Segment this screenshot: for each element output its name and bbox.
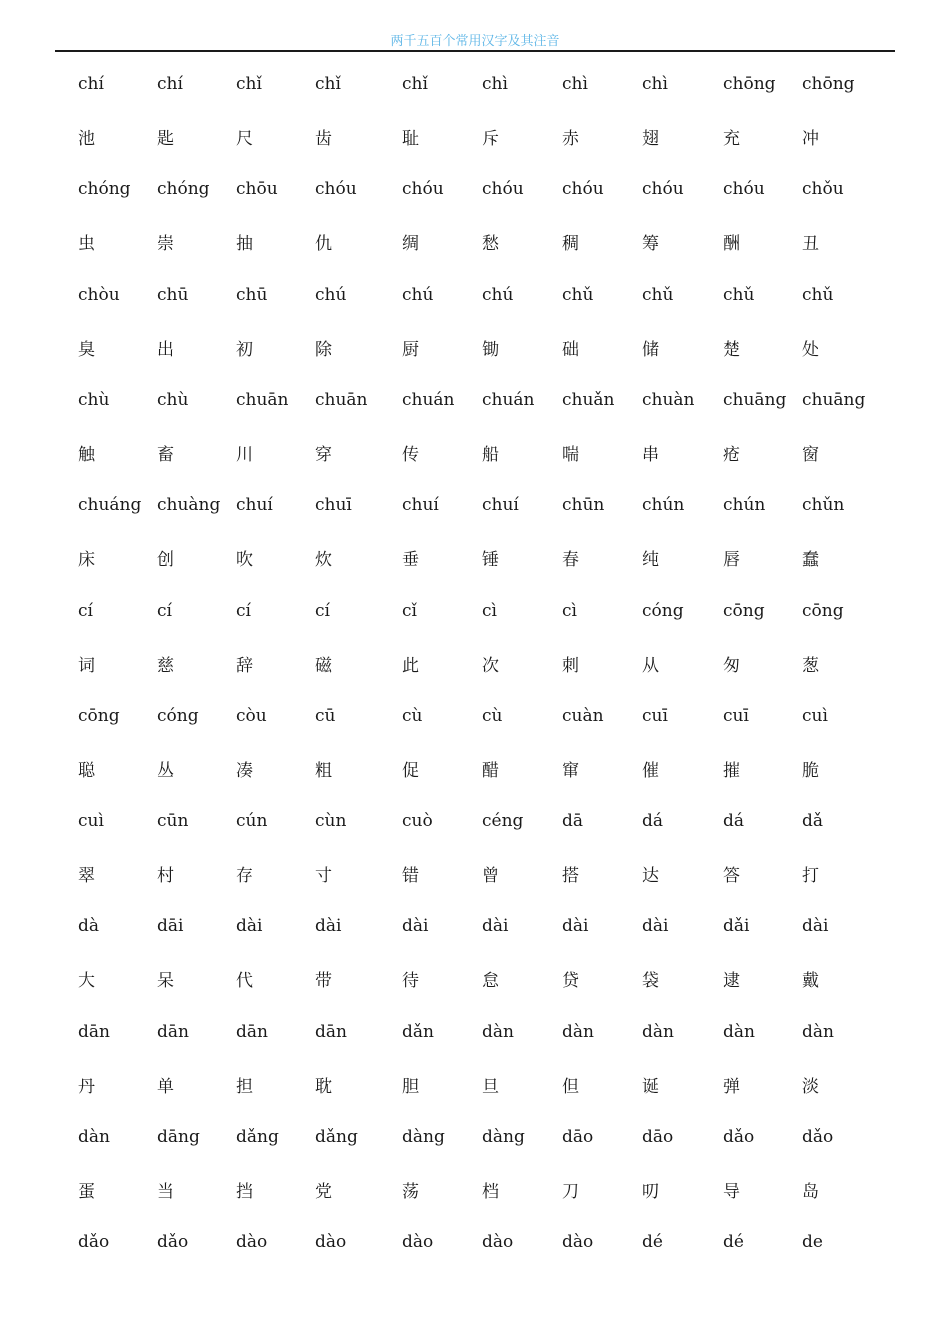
pinyin-cell: dài bbox=[402, 916, 429, 936]
pinyin-cell: chún bbox=[723, 495, 766, 515]
hanzi-cell: 待 bbox=[402, 971, 419, 991]
pinyin-cell: chuàng bbox=[157, 495, 221, 515]
pinyin-cell: dān bbox=[236, 1022, 268, 1042]
pinyin-cell: chǒu bbox=[802, 179, 844, 199]
hanzi-cell: 达 bbox=[642, 866, 659, 886]
hanzi-cell: 畜 bbox=[157, 445, 174, 465]
pinyin-cell: dāo bbox=[642, 1127, 674, 1147]
hanzi-cell: 丑 bbox=[802, 234, 819, 254]
hanzi-cell: 床 bbox=[78, 550, 95, 570]
hanzi-cell: 寸 bbox=[315, 866, 332, 886]
pinyin-cell: chóu bbox=[315, 179, 357, 199]
pinyin-cell: dào bbox=[562, 1232, 594, 1252]
hanzi-cell: 聪 bbox=[78, 761, 95, 781]
pinyin-cell: dā bbox=[562, 811, 584, 831]
hanzi-cell: 楚 bbox=[723, 340, 740, 360]
pinyin-cell: cí bbox=[157, 601, 172, 621]
pinyin-cell: cuī bbox=[642, 706, 668, 726]
pinyin-cell: cóng bbox=[642, 601, 684, 621]
hanzi-cell: 刺 bbox=[562, 656, 579, 676]
hanzi-cell: 唇 bbox=[723, 550, 740, 570]
hanzi-cell: 磁 bbox=[315, 656, 332, 676]
pinyin-cell: dá bbox=[723, 811, 745, 831]
pinyin-cell: dǎo bbox=[78, 1232, 110, 1252]
hanzi-cell: 初 bbox=[236, 340, 253, 360]
hanzi-cell: 错 bbox=[402, 866, 419, 886]
pinyin-cell: cí bbox=[236, 601, 251, 621]
pinyin-cell: cuò bbox=[402, 811, 433, 831]
page-title: 两千五百个常用汉字及其注音 bbox=[390, 34, 560, 49]
pinyin-cell: dá bbox=[642, 811, 664, 831]
hanzi-cell: 但 bbox=[562, 1077, 579, 1097]
pinyin-cell: chóu bbox=[562, 179, 604, 199]
hanzi-cell: 处 bbox=[802, 340, 819, 360]
pinyin-cell: dàng bbox=[402, 1127, 445, 1147]
pinyin-cell: cū bbox=[315, 706, 336, 726]
hanzi-cell: 础 bbox=[562, 340, 579, 360]
pinyin-cell: cuī bbox=[723, 706, 749, 726]
hanzi-cell: 耽 bbox=[315, 1077, 332, 1097]
pinyin-cell: chòu bbox=[78, 285, 120, 305]
pinyin-cell: chóu bbox=[642, 179, 684, 199]
hanzi-cell: 丹 bbox=[78, 1077, 95, 1097]
pinyin-cell: dàng bbox=[482, 1127, 525, 1147]
hanzi-cell: 翠 bbox=[78, 866, 95, 886]
hanzi-cell: 叨 bbox=[642, 1182, 659, 1202]
hanzi-cell: 川 bbox=[236, 445, 253, 465]
pinyin-cell: dàn bbox=[723, 1022, 755, 1042]
pinyin-cell: chún bbox=[642, 495, 685, 515]
pinyin-cell: chù bbox=[78, 390, 110, 410]
pinyin-cell: chuāng bbox=[802, 390, 866, 410]
pinyin-cell: chú bbox=[315, 285, 347, 305]
hanzi-cell: 纯 bbox=[642, 550, 659, 570]
pinyin-cell: dài bbox=[562, 916, 589, 936]
hanzi-cell: 尺 bbox=[236, 129, 253, 149]
hanzi-cell: 除 bbox=[315, 340, 332, 360]
pinyin-cell: chóng bbox=[78, 179, 131, 199]
hanzi-cell: 喘 bbox=[562, 445, 579, 465]
pinyin-cell: cí bbox=[315, 601, 330, 621]
pinyin-cell: chì bbox=[482, 74, 508, 94]
pinyin-cell: chǔ bbox=[723, 285, 755, 305]
hanzi-cell: 荡 bbox=[402, 1182, 419, 1202]
pinyin-cell: chuī bbox=[315, 495, 352, 515]
hanzi-cell: 胆 bbox=[402, 1077, 419, 1097]
hanzi-cell: 戴 bbox=[802, 971, 819, 991]
hanzi-cell: 吹 bbox=[236, 550, 253, 570]
hanzi-cell: 带 bbox=[315, 971, 332, 991]
pinyin-cell: cì bbox=[562, 601, 577, 621]
hanzi-cell: 此 bbox=[402, 656, 419, 676]
hanzi-cell: 冲 bbox=[802, 129, 819, 149]
pinyin-cell: cūn bbox=[157, 811, 189, 831]
pinyin-cell: chóng bbox=[157, 179, 210, 199]
pinyin-cell: cōng bbox=[802, 601, 844, 621]
hanzi-cell: 贷 bbox=[562, 971, 579, 991]
pinyin-cell: cǐ bbox=[402, 601, 417, 621]
hanzi-cell: 储 bbox=[642, 340, 659, 360]
pinyin-cell: chǔ bbox=[802, 285, 834, 305]
pinyin-cell: chǔ bbox=[562, 285, 594, 305]
pinyin-cell: dà bbox=[78, 916, 100, 936]
pinyin-cell: dǎn bbox=[402, 1022, 434, 1042]
pinyin-cell: dàn bbox=[482, 1022, 514, 1042]
hanzi-cell: 旦 bbox=[482, 1077, 499, 1097]
hanzi-cell: 村 bbox=[157, 866, 174, 886]
pinyin-cell: de bbox=[802, 1232, 823, 1252]
hanzi-cell: 炊 bbox=[315, 550, 332, 570]
hanzi-cell: 答 bbox=[723, 866, 740, 886]
pinyin-cell: cì bbox=[482, 601, 497, 621]
hanzi-cell: 船 bbox=[482, 445, 499, 465]
hanzi-cell: 愁 bbox=[482, 234, 499, 254]
pinyin-cell: chú bbox=[482, 285, 514, 305]
hanzi-cell: 斥 bbox=[482, 129, 499, 149]
hanzi-cell: 穿 bbox=[315, 445, 332, 465]
pinyin-cell: cún bbox=[236, 811, 268, 831]
hanzi-cell: 赤 bbox=[562, 129, 579, 149]
pinyin-cell: dào bbox=[315, 1232, 347, 1252]
hanzi-cell: 臭 bbox=[78, 340, 95, 360]
hanzi-cell: 筹 bbox=[642, 234, 659, 254]
hanzi-cell: 袋 bbox=[642, 971, 659, 991]
pinyin-cell: chōng bbox=[802, 74, 855, 94]
pinyin-cell: chuān bbox=[236, 390, 289, 410]
pinyin-cell: dào bbox=[402, 1232, 434, 1252]
hanzi-cell: 粗 bbox=[315, 761, 332, 781]
pinyin-cell: cuàn bbox=[562, 706, 604, 726]
pinyin-cell: dǎo bbox=[723, 1127, 755, 1147]
pinyin-cell: chuáng bbox=[78, 495, 142, 515]
hanzi-cell: 慈 bbox=[157, 656, 174, 676]
pinyin-cell: dǎng bbox=[236, 1127, 279, 1147]
pinyin-cell: dài bbox=[802, 916, 829, 936]
pinyin-cell: chǐ bbox=[236, 74, 262, 94]
pinyin-cell: dāo bbox=[562, 1127, 594, 1147]
pinyin-cell: dān bbox=[78, 1022, 110, 1042]
pinyin-cell: chū bbox=[236, 285, 268, 305]
hanzi-cell: 酬 bbox=[723, 234, 740, 254]
hanzi-cell: 厨 bbox=[402, 340, 419, 360]
pinyin-cell: dǎo bbox=[802, 1127, 834, 1147]
pinyin-cell: cù bbox=[402, 706, 423, 726]
pinyin-cell: dǎo bbox=[157, 1232, 189, 1252]
pinyin-cell: chōu bbox=[236, 179, 278, 199]
pinyin-cell: dé bbox=[723, 1232, 744, 1252]
hanzi-cell: 窜 bbox=[562, 761, 579, 781]
pinyin-cell: chóu bbox=[482, 179, 524, 199]
pinyin-cell: chú bbox=[402, 285, 434, 305]
pinyin-cell: chǐ bbox=[315, 74, 341, 94]
hanzi-cell: 充 bbox=[723, 129, 740, 149]
hanzi-cell: 蛋 bbox=[78, 1182, 95, 1202]
pinyin-cell: cùn bbox=[315, 811, 347, 831]
hanzi-cell: 催 bbox=[642, 761, 659, 781]
pinyin-cell: dāi bbox=[157, 916, 184, 936]
pinyin-cell: dān bbox=[315, 1022, 347, 1042]
hanzi-cell: 打 bbox=[802, 866, 819, 886]
pinyin-cell: dài bbox=[236, 916, 263, 936]
pinyin-cell: cōng bbox=[78, 706, 120, 726]
pinyin-cell: dàn bbox=[562, 1022, 594, 1042]
hanzi-cell: 创 bbox=[157, 550, 174, 570]
hanzi-cell: 呆 bbox=[157, 971, 174, 991]
pinyin-cell: chǔn bbox=[802, 495, 845, 515]
hanzi-cell: 存 bbox=[236, 866, 253, 886]
hanzi-cell: 崇 bbox=[157, 234, 174, 254]
pinyin-cell: céng bbox=[482, 811, 524, 831]
hanzi-cell: 仇 bbox=[315, 234, 332, 254]
hanzi-cell: 醋 bbox=[482, 761, 499, 781]
pinyin-cell: dāng bbox=[157, 1127, 200, 1147]
hanzi-cell: 诞 bbox=[642, 1077, 659, 1097]
pinyin-cell: chóu bbox=[723, 179, 765, 199]
hanzi-cell: 传 bbox=[402, 445, 419, 465]
pinyin-cell: dàn bbox=[802, 1022, 834, 1042]
pinyin-cell: dài bbox=[315, 916, 342, 936]
hanzi-cell: 凑 bbox=[236, 761, 253, 781]
hanzi-cell: 脆 bbox=[802, 761, 819, 781]
pinyin-cell: còu bbox=[236, 706, 267, 726]
pinyin-cell: chǔ bbox=[642, 285, 674, 305]
hanzi-cell: 蠢 bbox=[802, 550, 819, 570]
hanzi-cell: 翅 bbox=[642, 129, 659, 149]
pinyin-cell: chūn bbox=[562, 495, 605, 515]
hanzi-cell: 词 bbox=[78, 656, 95, 676]
hanzi-cell: 搭 bbox=[562, 866, 579, 886]
pinyin-cell: dǎng bbox=[315, 1127, 358, 1147]
hanzi-cell: 弹 bbox=[723, 1077, 740, 1097]
hanzi-cell: 淡 bbox=[802, 1077, 819, 1097]
hanzi-cell: 出 bbox=[157, 340, 174, 360]
pinyin-cell: chuāng bbox=[723, 390, 787, 410]
hanzi-cell: 摧 bbox=[723, 761, 740, 781]
pinyin-cell: chí bbox=[78, 74, 104, 94]
pinyin-cell: chù bbox=[157, 390, 189, 410]
hanzi-cell: 绸 bbox=[402, 234, 419, 254]
pinyin-cell: dān bbox=[157, 1022, 189, 1042]
hanzi-cell: 逮 bbox=[723, 971, 740, 991]
hanzi-cell: 担 bbox=[236, 1077, 253, 1097]
hanzi-cell: 春 bbox=[562, 550, 579, 570]
pinyin-cell: chuí bbox=[236, 495, 273, 515]
pinyin-cell: chuí bbox=[482, 495, 519, 515]
hanzi-cell: 刀 bbox=[562, 1182, 579, 1202]
pinyin-cell: dài bbox=[642, 916, 669, 936]
pinyin-cell: chóu bbox=[402, 179, 444, 199]
pinyin-cell: cù bbox=[482, 706, 503, 726]
pinyin-cell: dào bbox=[236, 1232, 268, 1252]
hanzi-cell: 匙 bbox=[157, 129, 174, 149]
hanzi-cell: 齿 bbox=[315, 129, 332, 149]
pinyin-cell: chuǎn bbox=[562, 390, 615, 410]
pinyin-cell: cí bbox=[78, 601, 93, 621]
pinyin-cell: chuān bbox=[315, 390, 368, 410]
pinyin-cell: dé bbox=[642, 1232, 663, 1252]
pinyin-cell: chū bbox=[157, 285, 189, 305]
hanzi-cell: 触 bbox=[78, 445, 95, 465]
pinyin-cell: dǎ bbox=[802, 811, 824, 831]
hanzi-cell: 稠 bbox=[562, 234, 579, 254]
pinyin-cell: dào bbox=[482, 1232, 514, 1252]
pinyin-cell: chì bbox=[642, 74, 668, 94]
pinyin-cell: cōng bbox=[723, 601, 765, 621]
hanzi-cell: 虫 bbox=[78, 234, 95, 254]
hanzi-cell: 单 bbox=[157, 1077, 174, 1097]
hanzi-cell: 辞 bbox=[236, 656, 253, 676]
hanzi-cell: 锄 bbox=[482, 340, 499, 360]
hanzi-cell: 匆 bbox=[723, 656, 740, 676]
pinyin-cell: cuì bbox=[802, 706, 828, 726]
hanzi-cell: 疮 bbox=[723, 445, 740, 465]
hanzi-cell: 窗 bbox=[802, 445, 819, 465]
hanzi-cell: 葱 bbox=[802, 656, 819, 676]
pinyin-cell: chuí bbox=[402, 495, 439, 515]
hanzi-cell: 从 bbox=[642, 656, 659, 676]
hanzi-cell: 促 bbox=[402, 761, 419, 781]
hanzi-cell: 党 bbox=[315, 1182, 332, 1202]
hanzi-cell: 档 bbox=[482, 1182, 499, 1202]
hanzi-cell: 曾 bbox=[482, 866, 499, 886]
hanzi-cell: 串 bbox=[642, 445, 659, 465]
pinyin-cell: cuì bbox=[78, 811, 104, 831]
hanzi-cell: 锤 bbox=[482, 550, 499, 570]
pinyin-cell: dàn bbox=[642, 1022, 674, 1042]
hanzi-cell: 垂 bbox=[402, 550, 419, 570]
hanzi-cell: 挡 bbox=[236, 1182, 253, 1202]
hanzi-cell: 丛 bbox=[157, 761, 174, 781]
hanzi-cell: 当 bbox=[157, 1182, 174, 1202]
hanzi-cell: 抽 bbox=[236, 234, 253, 254]
pinyin-cell: cóng bbox=[157, 706, 199, 726]
hanzi-cell: 代 bbox=[236, 971, 253, 991]
pinyin-cell: dǎi bbox=[723, 916, 750, 936]
hanzi-cell: 怠 bbox=[482, 971, 499, 991]
pinyin-cell: chuán bbox=[402, 390, 455, 410]
pinyin-cell: chuàn bbox=[642, 390, 695, 410]
hanzi-cell: 次 bbox=[482, 656, 499, 676]
pinyin-cell: dài bbox=[482, 916, 509, 936]
hanzi-cell: 岛 bbox=[802, 1182, 819, 1202]
hanzi-cell: 导 bbox=[723, 1182, 740, 1202]
hanzi-cell: 耻 bbox=[402, 129, 419, 149]
pinyin-cell: chuán bbox=[482, 390, 535, 410]
pinyin-cell: chì bbox=[562, 74, 588, 94]
pinyin-cell: chǐ bbox=[402, 74, 428, 94]
pinyin-cell: dàn bbox=[78, 1127, 110, 1147]
hanzi-cell: 大 bbox=[78, 971, 95, 991]
pinyin-cell: chí bbox=[157, 74, 183, 94]
hanzi-cell: 池 bbox=[78, 129, 95, 149]
pinyin-cell: chōng bbox=[723, 74, 776, 94]
